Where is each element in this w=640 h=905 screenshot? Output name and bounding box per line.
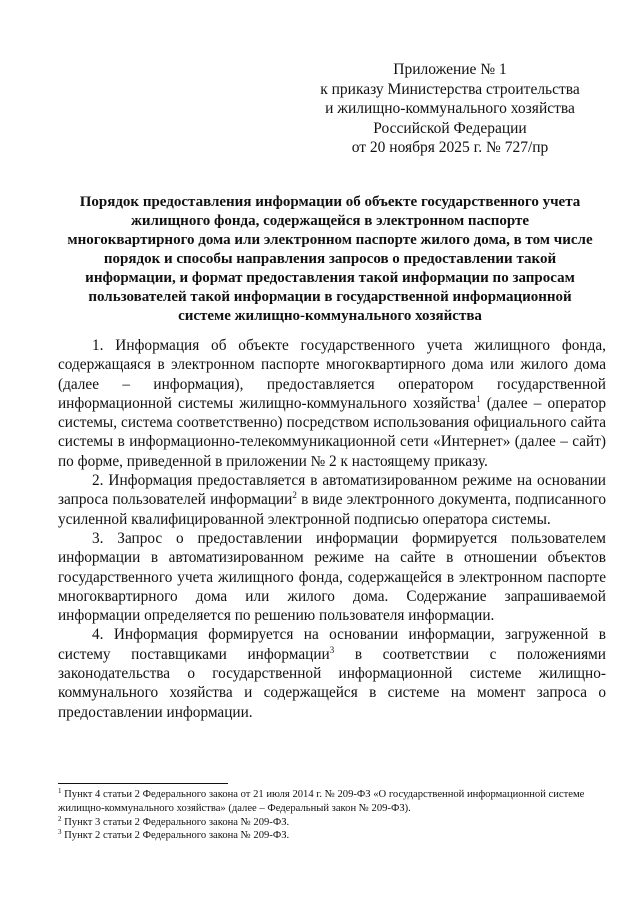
footnote-separator [58, 783, 228, 784]
appendix-header [320, 60, 580, 158]
appendix-number: Приложение № 1 [393, 61, 507, 78]
appendix-order-ref: к приказу Министерства строительства [320, 80, 580, 98]
footnote-ref-1: 1 [476, 393, 481, 404]
footnote-2: $^2$ Пункт 3 статьи 2 Федерального закона № 209-ФЗ. [58, 814, 290, 828]
footnotes [58, 788, 608, 843]
title-line: порядок и способы направления запросов о предоставлении такой [103, 251, 557, 267]
title-line: многоквартирного дома или электронном паспорте жилого дома, в том числе [67, 232, 593, 248]
title-line: пользователей такой информации в государственной информационной [88, 289, 572, 305]
appendix-order-date: от 20 ноября 2025 г. № 727/пр [351, 139, 549, 156]
paragraph-2: 2. Информация предоставляется в автоматизированном режиме на основании запроса пользователей информации$^2$ в виде электронного документа, подписанного усиленной квалифицированной электронной подписью оператора системы. [58, 472, 606, 528]
document-body [58, 336, 606, 722]
footnote-3: $^3$ Пункт 2 статьи 2 Федерального закона № 209-ФЗ. [58, 828, 290, 842]
paragraph-3: 3. Запрос о предоставлении информации формируется пользователем информации в автоматизированном режиме на сайте в отношении объектов государственного учета жилищного фонда, содержащейся в электронном паспорте многоквартирного дома или жилого дома. Содержание запрашиваемой информации определяется по решению пользователя информации. [58, 529, 606, 625]
paragraph-1: 1. Информация об объекте государственного учета жилищного фонда, содержащаяся в электронном паспорте многоквартирного дома или жилого дома (далее – информация), предоставляется оператором государственной информационной системы жилищно-коммунального хозяйства$^1$ (далее – оператор системы, система соответственно) посредством использования официального сайта системы в информационно-телекоммуникационной сети «Интернет» (далее – сайт) по форме, приведенной в приложении № 2 к настоящему приказу. [58, 337, 606, 470]
title-line: Порядок предоставления информации об объекте государственного учета [79, 194, 581, 210]
paragraph-4: 4. Информация формируется на основании информации, загруженной в систему поставщиками информации$^3$ в соответствии с положениями законодательства о государственной информационной системе жилищно-коммунального хозяйства и содержащейся в системе на момент запроса о предоставлении информации. [58, 626, 606, 721]
document-title [58, 193, 602, 326]
appendix-country: Российской Федерации [373, 119, 527, 137]
footnote-1: $^1$ Пункт 4 статьи 2 Федерального закона от 21 июля 2014 г. № 209-ФЗ «О государственной информационной системе жилищно-коммунального хозяйства» (далее – Федеральный закон № 209-ФЗ). [58, 787, 585, 814]
footnote-ref-2: 2 [292, 490, 297, 501]
title-line: жилищного фонда, содержащейся в электронном паспорте [130, 213, 530, 229]
title-line: системе жилищно-коммунального хозяйства [178, 308, 482, 324]
footnote-ref-3: 3 [329, 644, 335, 655]
title-line: информации, и формат предоставления такой информации по запросам [85, 270, 575, 286]
appendix-ministry: и жилищно-коммунального хозяйства [325, 100, 575, 117]
